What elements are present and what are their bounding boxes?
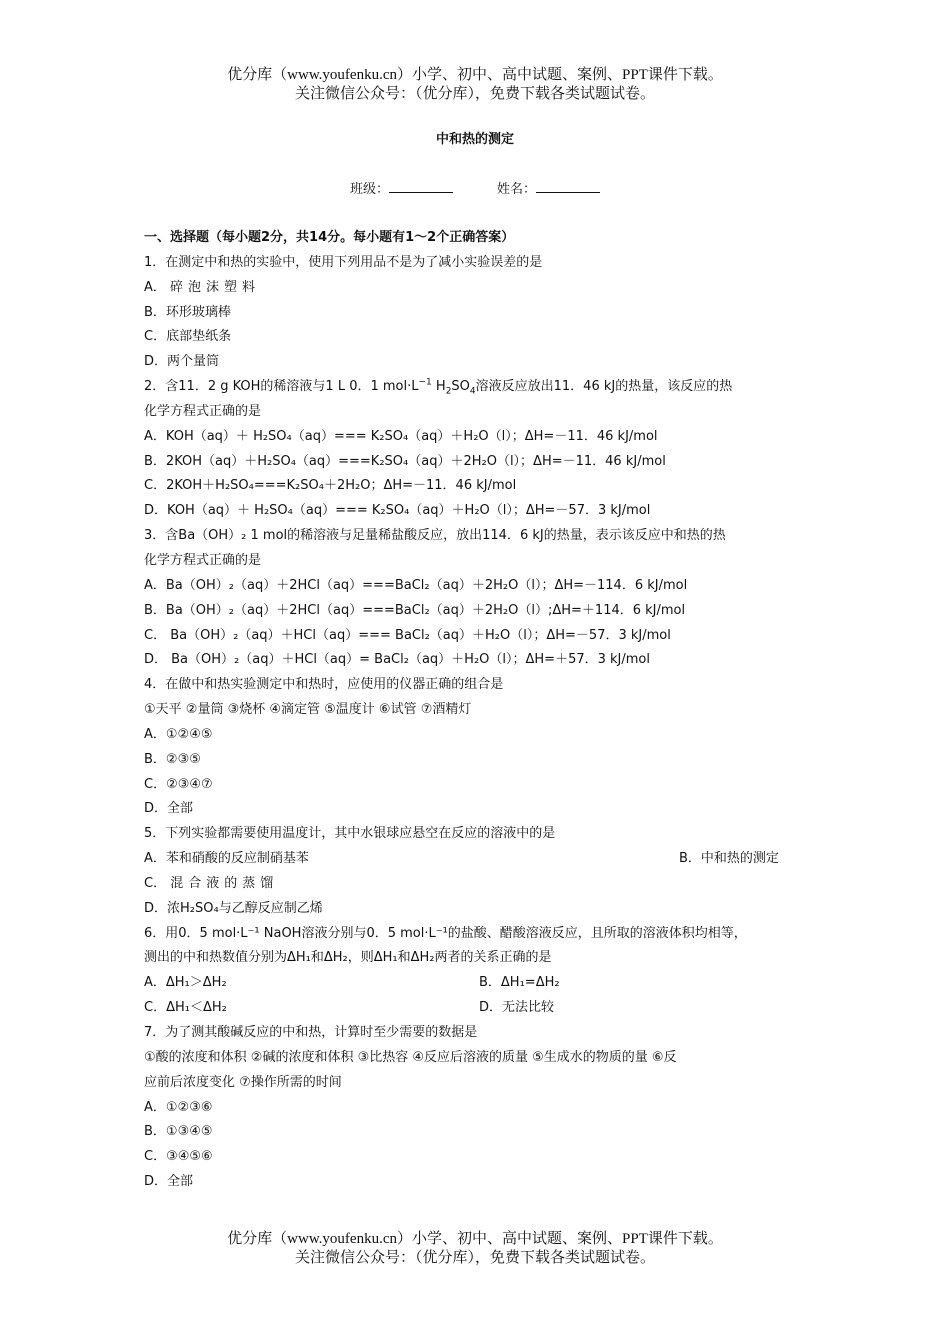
q6-option-d: D．无法比较 xyxy=(479,1000,555,1016)
q2-stem-sub: 2 xyxy=(445,386,452,397)
q6-stem-line-2: 测出的中和热数值分别为ΔH₁和ΔH₂，则ΔH₁和ΔH₂两者的关系正确的是 xyxy=(144,950,552,966)
q2-stem-line-2: 化学方程式正确的是 xyxy=(144,403,262,419)
q1-option-b: B．环形玻璃棒 xyxy=(144,304,231,320)
q6-stem-line-1: 6．用0．5 mol·L⁻¹ NaOH溶液分别与0．5 mol·L⁻¹的盐酸、醋酸溶液反应，且所取的溶液体积均相等， xyxy=(144,925,747,941)
q5-option-b: B．中和热的测定 xyxy=(679,851,779,867)
q6-option-c: C．ΔH₁＜ΔH₂ xyxy=(144,1000,227,1016)
q4-items: ①天平 ②量筒 ③烧杯 ④滴定管 ⑤温度计 ⑥试管 ⑦酒精灯 xyxy=(144,702,472,718)
q5-option-c xyxy=(144,872,824,897)
q4-option-c: C．②③④⑦ xyxy=(144,776,213,792)
q7-items-line-1: ①酸的浓度和体积 ②碱的浓度和体积 ③比热容 ④反应后溶液的质量 ⑤生成水的物质的量 ⑥反 xyxy=(144,1049,677,1065)
q7-option-c: C．③④⑤⑥ xyxy=(144,1149,213,1165)
q3-option-b: B．Ba（OH）₂（aq）＋2HCl（aq）===BaCl₂（aq）＋2H₂O（l）;ΔH=＋114．6 kJ/mol xyxy=(144,602,686,618)
q6-options-ab xyxy=(144,971,824,996)
q1-stem: 1．在测定中和热的实验中，使用下列用品不是为了减小实验误差的是 xyxy=(144,254,543,270)
q5-option-c-text: 混合液的蒸馏 xyxy=(170,875,279,891)
q2-option-c: C．2KOH＋H₂SO₄===K₂SO₄＋2H₂O；ΔH=－11．46 kJ/mol xyxy=(144,478,517,494)
q3-stem-line-1: 3．含Ba（OH）₂ 1 mol的稀溶液与足量稀盐酸反应，放出114．6 kJ的热量，表示该反应中和热的热 xyxy=(144,528,726,544)
q5-options-ab xyxy=(144,847,824,872)
class-label: 班级： xyxy=(349,182,389,197)
q2-option-b: B．2KOH（aq）＋H₂SO₄（aq）===K₂SO₄（aq）＋2H₂O（l）；ΔH=－11．46 kJ/mol xyxy=(144,453,666,469)
q2-stem-line-1 xyxy=(144,375,824,400)
q3-option-a: A．Ba（OH）₂（aq）＋2HCl（aq）===BaCl₂（aq）＋2H₂O（l）；ΔH=－114．6 kJ/mol xyxy=(144,577,688,593)
page-header xyxy=(0,66,950,104)
page-title: 中和热的测定 xyxy=(435,132,514,147)
q2-stem-sub: 4 xyxy=(469,386,476,397)
name-label: 姓名： xyxy=(497,182,537,197)
q7-stem: 7．为了测其酸碱反应的中和热，计算时至少需要的数据是 xyxy=(144,1025,478,1040)
q7-option-d: D．全部 xyxy=(144,1174,194,1190)
page-footer xyxy=(0,1230,950,1268)
header-line-1: 优分库（www.youfenku.cn）小学、初中、高中试题、案例、PPT课件下载。 xyxy=(227,67,723,83)
q4-option-a: A．①②④⑤ xyxy=(144,726,213,742)
q3-option-d: D． Ba（OH）₂（aq）＋HCl（aq）= BaCl₂（aq）＋H₂O（l）；ΔH=＋57．3 kJ/mol xyxy=(144,652,650,668)
q6-options-cd xyxy=(144,996,824,1021)
footer-line-1: 优分库（www.youfenku.cn）小学、初中、高中试题、案例、PPT课件下载。 xyxy=(227,1231,723,1247)
q6-option-b: B．ΔH₁=ΔH₂ xyxy=(479,975,560,991)
q2-stem-part: H xyxy=(431,379,446,395)
q1-option-a-text: 碎泡沫塑料 xyxy=(170,279,261,295)
q1-option-c: C．底部垫纸条 xyxy=(144,329,232,345)
q1-option-a-label: A． xyxy=(144,279,166,295)
q4-option-d: D．全部 xyxy=(144,801,194,817)
q5-option-d: D．浓H₂SO₄与乙醇反应制乙烯 xyxy=(144,900,323,916)
q1-option-d: D．两个量筒 xyxy=(144,354,220,370)
q6-option-a: A．ΔH₁＞ΔH₂ xyxy=(144,975,227,991)
q5-stem: 5．下列实验都需要使用温度计，其中水银球应悬空在反应的溶液中的是 xyxy=(144,826,556,842)
q4-option-b: B．②③⑤ xyxy=(144,751,201,767)
q2-option-d: D．KOH（aq）＋ H₂SO₄（aq）=== K₂SO₄（aq）＋H₂O（l）；ΔH=－57．3 kJ/mol xyxy=(144,503,651,519)
footer-line-2: 关注微信公众号：（优分库），免费下载各类试题试卷。 xyxy=(294,1250,655,1266)
q7-items-line-2: 应前后浓度变化 ⑦操作所需的时间 xyxy=(144,1074,342,1090)
class-name-line xyxy=(0,178,950,197)
name-blank xyxy=(536,180,600,193)
q4-stem: 4．在做中和热实验测定中和热时，应使用的仪器正确的组合是 xyxy=(144,677,504,693)
q3-option-c: C． Ba（OH）₂（aq）＋HCl（aq）=== BaCl₂（aq）＋H₂O（l）；ΔH=－57．3 kJ/mol xyxy=(144,627,671,643)
q5-option-c-label: C． xyxy=(144,875,167,891)
q2-stem-part: 2．含11．2 g KOH的稀溶液与1 L 0．1 mol·L xyxy=(144,379,419,395)
q2-stem-part: SO xyxy=(451,379,470,395)
q7-option-b: B．①③④⑤ xyxy=(144,1124,213,1140)
q2-option-a: A．KOH（aq）＋ H₂SO₄（aq）=== K₂SO₄（aq）＋H₂O（l）；ΔH=－11．46 kJ/mol xyxy=(144,428,658,444)
q3-stem-line-2: 化学方程式正确的是 xyxy=(144,552,262,568)
question-list xyxy=(144,226,824,1195)
q2-stem-part: 溶液反应放出11．46 kJ的热量，该反应的热 xyxy=(475,379,733,395)
q2-stem-sup: −1 xyxy=(418,377,432,388)
section-heading: 一、选择题（每小题2分，共14分。每小题有1～2个正确答案） xyxy=(144,230,515,245)
q1-option-a xyxy=(144,276,824,301)
q7-option-a: A．①②③⑥ xyxy=(144,1099,213,1115)
header-line-2: 关注微信公众号：（优分库），免费下载各类试题试卷。 xyxy=(294,86,655,102)
class-blank xyxy=(389,180,453,193)
q5-option-a: A．苯和硝酸的反应制硝基苯 xyxy=(144,851,309,867)
